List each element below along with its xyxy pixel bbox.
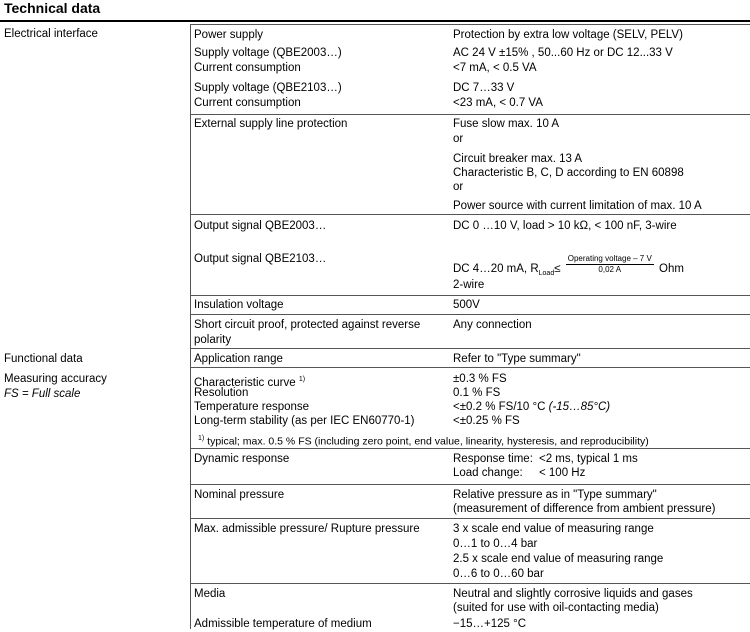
- section-electrical-interface: Electrical interface: [4, 28, 98, 40]
- supply-voltage-2103-value: DC 7…33 V: [453, 82, 515, 94]
- two-wire-value: 2-wire: [453, 279, 485, 291]
- row-divider: [190, 348, 750, 349]
- media-label: Media: [194, 588, 226, 600]
- formula-fraction: [566, 254, 654, 275]
- long-term-stability-value: <±0.25 % FS: [453, 415, 520, 427]
- characteristic-curve-text: Characteristic curve: [194, 376, 296, 389]
- or-text: or: [453, 133, 464, 145]
- row-divider: [190, 518, 750, 519]
- max-pressure-value-1: 3 x scale end value of measuring range: [453, 523, 654, 535]
- max-pressure-value-2: 2.5 x scale end value of measuring range: [453, 553, 664, 565]
- supply-voltage-2003-value: AC 24 V ±15% , 50...60 Hz or DC 12...33 V: [453, 47, 673, 59]
- response-time: [453, 452, 638, 467]
- short-circuit-label-2: polarity: [194, 334, 232, 346]
- output-2103-prefix: DC 4…20 mA, R: [453, 262, 539, 275]
- application-range-label: Application range: [194, 353, 283, 365]
- footnote-marker: 1): [298, 376, 306, 383]
- admissible-temperature-label: Admissible temperature of medium: [194, 618, 372, 630]
- formula-numerator: Operating voltage – 7 V: [567, 254, 652, 263]
- temperature-response-text: <±0.2 % FS/10 °C: [453, 401, 546, 413]
- row-divider: [190, 24, 750, 25]
- rload-subscript: Load: [538, 269, 555, 277]
- row-divider: [190, 214, 750, 215]
- media-value: Neutral and slightly corrosive liquids and gases: [453, 588, 693, 600]
- fuse-value: Fuse slow max. 10 A: [453, 118, 560, 130]
- title-rule: [0, 20, 750, 22]
- footnote-text: typical; max. 0.5 % FS (including zero point, end value, linearity, hysteresis, and reproducibility): [207, 435, 649, 448]
- max-pressure-range-1: 0…1 to 0…4 bar: [453, 538, 538, 550]
- section-measuring-accuracy: Measuring accuracy: [4, 373, 107, 385]
- footnote: [198, 432, 649, 449]
- response-time-label: Response time:: [453, 453, 533, 465]
- characteristic-value: Characteristic B, C, D according to EN 60898: [453, 167, 684, 179]
- current-consumption-2103-label: Current consumption: [194, 97, 301, 109]
- output-2003-value: DC 0 …10 V, load > 10 kΩ, < 100 nF, 3-wire: [453, 220, 677, 232]
- temperature-response-label: Temperature response: [194, 401, 310, 413]
- le-sign: ≤: [554, 262, 561, 275]
- nominal-pressure-value: Relative pressure as in "Type summary": [453, 489, 657, 501]
- insulation-label: Insulation voltage: [194, 299, 284, 311]
- temperature-range: (-15…85°C): [548, 401, 611, 413]
- insulation-value: 500V: [453, 299, 480, 311]
- output-2003-label: Output signal QBE2003…: [194, 220, 327, 232]
- supply-voltage-2003-label: Supply voltage (QBE2003…): [194, 47, 342, 59]
- fs-note: FS = Full scale: [4, 388, 81, 400]
- application-range-value: Refer to "Type summary": [453, 353, 581, 365]
- current-consumption-2003-label: Current consumption: [194, 62, 301, 74]
- max-pressure-label: Max. admissible pressure/ Rupture pressure: [194, 523, 420, 535]
- load-change-value: < 100 Hz: [539, 467, 586, 479]
- load-change-label: Load change:: [453, 467, 523, 479]
- row-divider: [190, 367, 750, 368]
- output-2103-value: [453, 252, 684, 277]
- section-functional-data: Functional data: [4, 353, 83, 365]
- power-source-value: Power source with current limitation of max. 10 A: [453, 200, 702, 212]
- current-consumption-2103-value: <23 mA, < 0.7 VA: [453, 97, 543, 109]
- external-protection-label: External supply line protection: [194, 118, 348, 130]
- power-supply-value: Protection by extra low voltage (SELV, PELV): [453, 29, 683, 41]
- short-circuit-value: Any connection: [453, 319, 532, 331]
- ohm-unit: Ohm: [659, 262, 684, 275]
- supply-voltage-2103-label: Supply voltage (QBE2103…): [194, 82, 342, 94]
- circuit-breaker-value: Circuit breaker max. 13 A: [453, 153, 583, 165]
- power-supply-label: Power supply: [194, 29, 264, 41]
- admissible-temperature-value: −15…+125 °C: [453, 618, 527, 630]
- formula-denominator: 0,02 A: [598, 265, 622, 274]
- media-note: (suited for use with oil-contacting media): [453, 602, 659, 614]
- row-divider: [190, 314, 750, 315]
- row-divider: [190, 295, 750, 296]
- nominal-pressure-note: (measurement of difference from ambient pressure): [453, 503, 716, 515]
- or-text: or: [453, 181, 464, 193]
- temperature-response-value: [453, 400, 610, 415]
- nominal-pressure-label: Nominal pressure: [194, 489, 285, 501]
- resolution-label: Resolution: [194, 387, 249, 399]
- row-divider: [190, 484, 750, 485]
- page-title: Technical data: [4, 0, 101, 16]
- response-time-value: <2 ms, typical 1 ms: [539, 453, 638, 465]
- max-pressure-range-2: 0…6 to 0…60 bar: [453, 568, 544, 580]
- row-divider: [190, 583, 750, 584]
- output-2103-label: Output signal QBE2103…: [194, 253, 327, 265]
- current-consumption-2003-value: <7 mA, < 0.5 VA: [453, 62, 537, 74]
- resolution-value: 0.1 % FS: [453, 387, 501, 399]
- section-measuring-accuracy-note: [4, 387, 80, 402]
- characteristic-curve-value: ±0.3 % FS: [453, 373, 507, 385]
- load-change: [453, 466, 585, 481]
- footnote-number: 1): [198, 435, 205, 442]
- short-circuit-label: Short circuit proof, protected against reverse: [194, 319, 421, 331]
- row-divider: [190, 114, 750, 115]
- dynamic-response-label: Dynamic response: [194, 453, 290, 465]
- long-term-stability-label: Long-term stability (as per IEC EN60770-1): [194, 415, 415, 427]
